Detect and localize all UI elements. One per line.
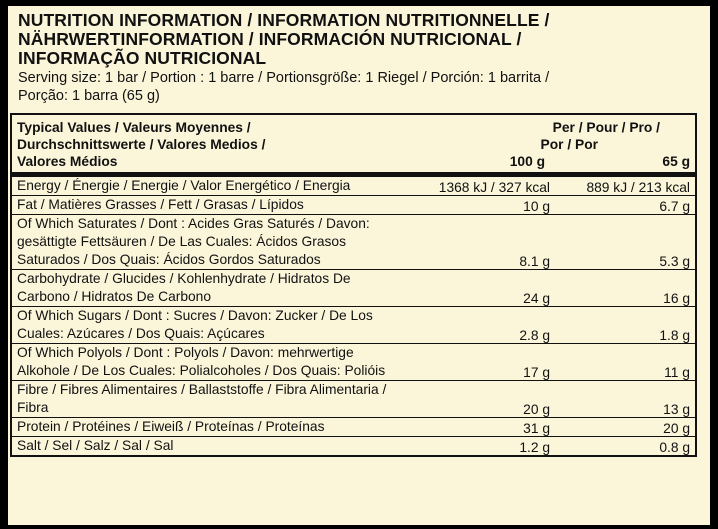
serving-line-2: Porção: 1 barra (65 g) [18,88,160,104]
header-col-portion: 65 g [662,154,690,169]
serving-size [18,69,700,105]
nutrient-name-line: Carbohydrate / Glucides / Kohlenhydrate / Hidratos De [17,271,351,286]
title-line-3: INFORMAÇÃO NUTRICIONAL [18,48,267,68]
serving-line-1: Serving size: 1 bar / Portion : 1 barre / Portionsgröße: 1 Riegel / Porción: 1 barrita / [18,70,550,86]
nutrient-name-line: Energy / Énergie / Energie / Valor Energético / Energia [17,178,351,193]
header-label-line-3: Valores Médios [17,154,118,169]
value-per-portion: 11 g [555,344,696,381]
table-row [11,270,696,307]
nutrient-name [11,196,425,215]
nutrient-name [11,381,425,418]
value-per-100g: 17 g [425,344,555,381]
value-per-portion: 1.8 g [555,307,696,344]
value-per-100g: 1.2 g [425,437,555,457]
header-per-line-1: Per / Pour / Pro / [552,120,660,135]
nutrient-name-line: Fat / Matières Grasses / Fett / Grasas / Lípidos [17,197,304,212]
nutrient-name-line: gesättigte Fettsäuren / De Las Cuales: Ácidos Grasos [17,234,346,249]
value-per-portion: 13 g [555,381,696,418]
value-per-100g: 10 g [425,196,555,215]
nutrient-name-line: Of Which Saturates / Dont : Acides Gras Saturés / Davon: [17,216,370,231]
nutrient-name-line: Fibre / Fibres Alimentaires / Ballaststoffe / Fibra Alimentaria / Fibra [17,382,387,415]
nutrient-name [11,215,425,270]
value-per-portion: 20 g [555,418,696,437]
title-line-2: NÄHRWERTINFORMATION / INFORMACIÓN NUTRICIONAL / [18,29,522,49]
value-per-100g: 24 g [425,270,555,307]
header-per [425,114,696,175]
table-row [11,381,696,418]
nutrient-name-line: Protein / Protéines / Eiweiß / Proteínas / Proteínas [17,419,325,434]
nutrient-name [11,437,425,457]
nutrient-name-line: Saturados / Dos Quais: Ácidos Gordos Saturados [17,252,321,267]
header-label-line-2: Durchschnittswerte / Valores Medios / [17,137,266,152]
table-row [11,196,696,215]
nutrient-name-line: Carbono / Hidratos De Carbono [17,289,212,304]
table-row [11,175,696,196]
table-header-row [11,114,696,175]
table-row [11,437,696,457]
nutrient-name-line: Of Which Polyols / Dont : Polyols / Davon: mehrwertige [17,345,354,360]
value-per-100g: 2.8 g [425,307,555,344]
nutrient-name-line: Of Which Sugars / Dont : Sucres / Davon: Zucker / De Los [17,308,373,323]
nutrient-name-line: Cuales: Azúcares / Dos Quais: Açúcares [17,326,265,341]
table-row [11,344,696,381]
value-per-portion: 0.8 g [555,437,696,457]
table-row [11,418,696,437]
header-label-line-1: Typical Values / Valeurs Moyennes / [17,120,251,135]
value-per-portion: 5.3 g [555,215,696,270]
value-per-100g: 20 g [425,381,555,418]
value-per-100g: 1368 kJ / 327 kcal [425,175,555,196]
table-body [11,175,696,457]
nutrient-name [11,418,425,437]
header-label [11,114,425,175]
value-per-100g: 8.1 g [425,215,555,270]
value-per-100g: 31 g [425,418,555,437]
value-per-portion: 6.7 g [555,196,696,215]
value-per-portion: 16 g [555,270,696,307]
nutrient-name [11,175,425,196]
nutrient-name [11,344,425,381]
header-col-100g: 100 g [509,154,545,169]
nutrition-table [10,113,697,457]
table-row [11,307,696,344]
nutrient-name [11,307,425,344]
nutrition-title [18,11,700,68]
nutrient-name [11,270,425,307]
header-per-line-2: Por / Por [540,137,598,152]
title-line-1: NUTRITION INFORMATION / INFORMATION NUTRITIONNELLE / [18,10,550,30]
value-per-portion: 889 kJ / 213 kcal [555,175,696,196]
nutrient-name-line: Salt / Sel / Salz / Sal / Sal [17,438,174,453]
nutrient-name-line: Alkohole / De Los Cuales: Polialcoholes / Dos Quais: Polióis [17,363,386,378]
header-per-cols [425,153,690,170]
table-row [11,215,696,270]
